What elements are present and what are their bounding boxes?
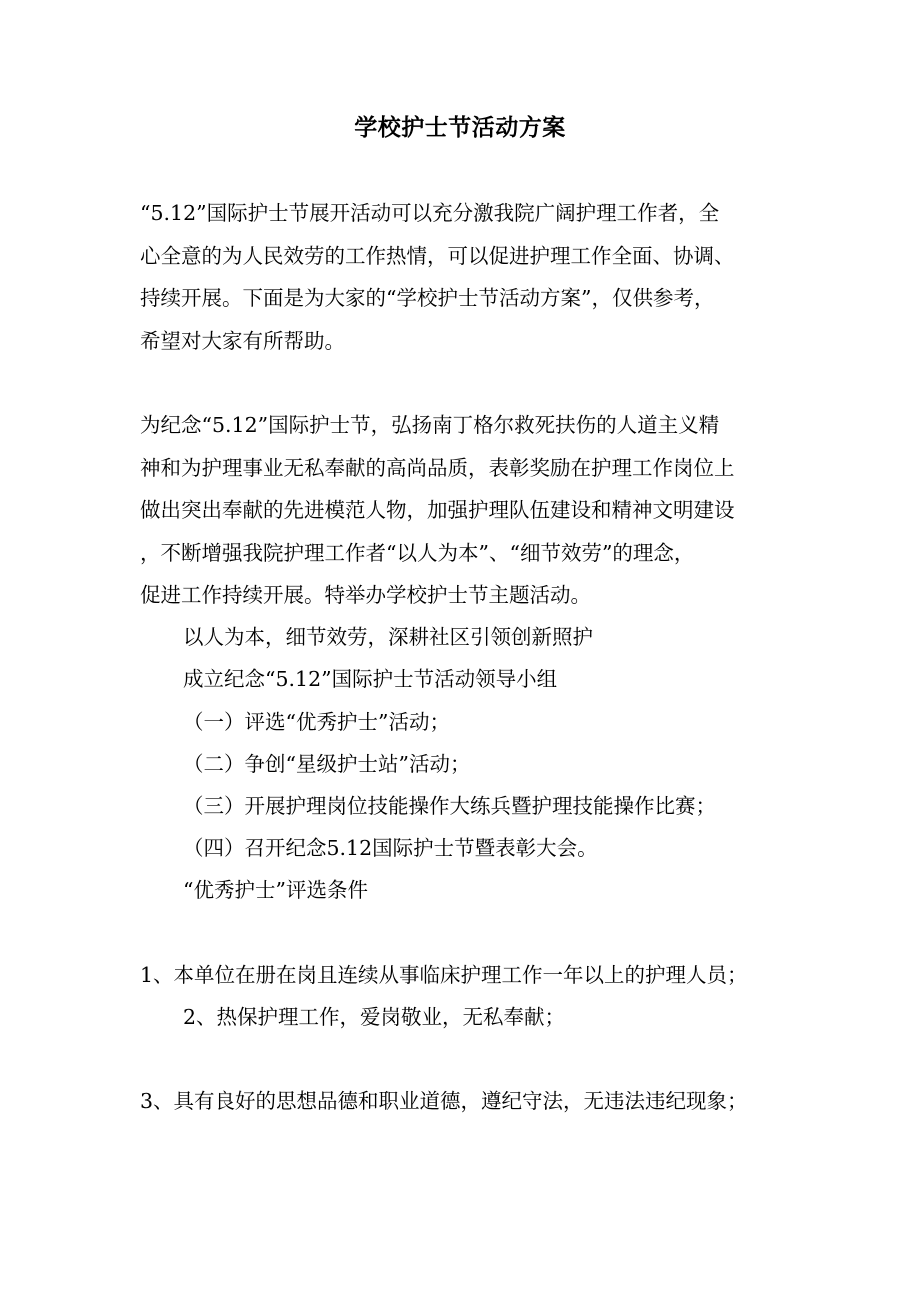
purpose-line: ，不断增强我院护理工作者“以人为本”、“细节效劳”的理念， bbox=[140, 540, 695, 565]
intro-line: 希望对大家有所帮助。 bbox=[140, 328, 345, 353]
organization-line: 成立纪念“5.12”国际护士节活动领导小组 bbox=[183, 667, 558, 691]
activity-item: （二）争创“星级护士站”活动； bbox=[183, 752, 471, 776]
purpose-line: 为纪念“5.12”国际护士节，弘扬南丁格尔救死扶伤的人道主义精 bbox=[140, 413, 720, 437]
activity-item: （三）开展护理岗位技能操作大练兵暨护理技能操作比赛； bbox=[183, 794, 716, 818]
criteria-item: 2、热保护理工作，爱岗敬业，无私奉献； bbox=[183, 1005, 566, 1029]
purpose-line: 做出突出奉献的先进模范人物，加强护理队伍建设和精神文明建设 bbox=[140, 498, 735, 522]
criteria-item: 1、本单位在册在岗且连续从事临床护理工作一年以上的护理人员； bbox=[140, 963, 748, 987]
purpose-line: 促进工作持续开展。特举办学校护士节主题活动。 bbox=[140, 583, 591, 607]
criteria-item: 3、具有良好的思想品德和职业道德，遵纪守法，无违法违纪现象； bbox=[140, 1089, 748, 1113]
activity-item: （一）评选“优秀护士”活动； bbox=[183, 710, 450, 734]
purpose-paragraph bbox=[140, 404, 780, 617]
theme-line: 以人为本，细节效劳，深耕社区引领创新照护 bbox=[183, 625, 593, 649]
intro-line: 持续开展。下面是为大家的“学校护士节活动方案”，仅供参考， bbox=[140, 286, 715, 310]
activity-item: （四）召开纪念5.12国际护士节暨表彰大会。 bbox=[183, 836, 598, 860]
document-title: 学校护士节活动方案 bbox=[354, 114, 566, 141]
criteria-heading: “优秀护士”评选条件 bbox=[183, 878, 368, 902]
intro-paragraph bbox=[140, 192, 780, 362]
intro-line: 心全意的为人民效劳的工作热情，可以促进护理工作全面、协调、 bbox=[140, 243, 735, 268]
intro-line: “5.12”国际护士节展开活动可以充分激我院广阔护理工作者，全 bbox=[140, 201, 720, 225]
purpose-line: 神和为护理事业无私奉献的高尚品质，表彰奖励在护理工作岗位上 bbox=[140, 455, 735, 480]
